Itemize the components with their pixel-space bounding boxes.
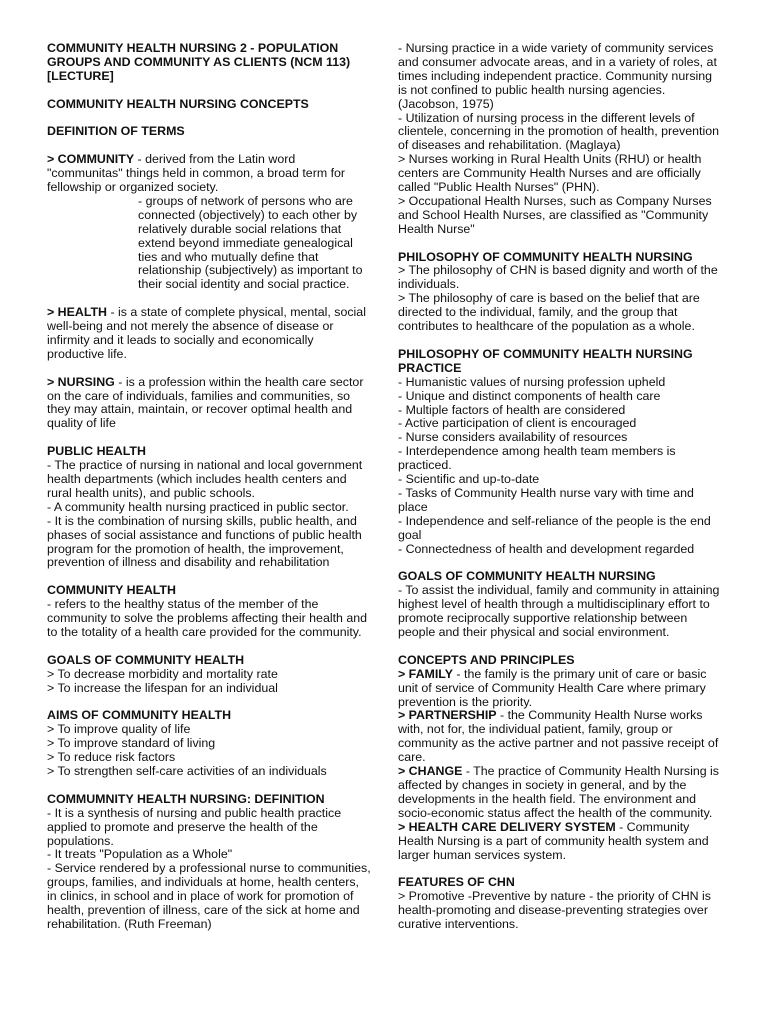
health-text: - is a state of complete physical, mental, social well-being and not merely the absence of disease or infirmity and it leads to socially and economically productive life. — [47, 305, 366, 361]
concept-text: - Community Health Nursing is a part of community health system and larger human services system. — [398, 819, 709, 862]
practice-line: - Scientific and up-to-date — [398, 472, 540, 487]
concept-text: - The practice of Community Health Nursing is affected by changes in society in general, and by the developments in the health field. The environment and socio-economic status affect the health of the community. — [398, 764, 720, 820]
aims-line: > To reduce risk factors — [47, 750, 176, 765]
features-section — [398, 876, 724, 932]
practice-line: - Connectedness of health and development regarded — [398, 541, 695, 556]
definition-heading: DEFINITION OF TERMS — [47, 124, 185, 139]
chn-definition-heading: COMMUMNITY HEALTH NURSING: DEFINITION — [47, 791, 325, 806]
community-text-2: - groups of network of persons who are connected (objectively) to each other by relatively durable social relations that extend beyond immediate genealogical ties and who mutually define that relationship (subjectively) as important to their social identity and social practice. — [138, 193, 363, 292]
philosophy-practice-section — [398, 348, 724, 557]
public-health-section — [47, 445, 372, 570]
public-health-line: - It is the combination of nursing skills, public health, and phases of social assistance and functions of public health program for the promotion of health, the improvement, prevention of illness and disability and rehabilitation — [47, 513, 362, 570]
practice-line: - Independence and self-reliance of the people is the end goal — [398, 513, 711, 542]
intro-line: > Occupational Health Nurses, such as Company Nurses and School Health Nurses, are classified as "Community Health Nurse" — [398, 193, 712, 236]
community-health-heading: COMMUNITY HEALTH — [47, 583, 176, 598]
public-health-heading: PUBLIC HEALTH — [47, 444, 146, 459]
concept-term: > HEALTH CARE DELIVERY SYSTEM — [398, 819, 616, 834]
nursing-term: > NURSING — [47, 374, 115, 389]
community-health-line: - refers to the healthy status of the member of the community to solve the problems affecting their health and to the totality of a health care provided for the community. — [47, 597, 368, 639]
chn-definition-line: - It treats "Population as a Whole" — [47, 847, 233, 862]
chn-definition-line: - It is a synthesis of nursing and public health practice applied to promote and preserve the health of the populations. — [47, 805, 342, 848]
intro-line: - Utilization of nursing process in the different levels of clientele, concerning in the promotion of health, prevention of diseases and rehabilitation. (Maglaya) — [398, 110, 719, 153]
aims-community-health-heading: AIMS OF COMMUNITY HEALTH — [47, 708, 232, 723]
concept-item — [398, 709, 724, 765]
community-text: - derived from the Latin word "communitas" things held in common, a broad term for fellowship or organized society. — [47, 152, 346, 195]
concept-item — [398, 765, 724, 821]
chn-definition-continued — [398, 42, 724, 237]
right-column — [398, 42, 724, 932]
philosophy-chn-section — [398, 251, 724, 334]
practice-line: - Humanistic values of nursing profession upheld — [398, 374, 666, 389]
goals-chn-heading: GOALS OF COMMUNITY HEALTH NURSING — [398, 569, 656, 584]
concept-term: > FAMILY — [398, 666, 453, 681]
aims-line: > To improve standard of living — [47, 736, 216, 751]
chn-definition-line: - Service rendered by a professional nurse to communities, groups, families, and individuals at home, health centers, in clinics, in school and in place of work for promotion of health, prevention of illness, care of the sick at home and rehabilitation. (Ruth Freeman) — [47, 861, 371, 931]
goals-chn-section — [398, 570, 724, 640]
concept-term: > PARTNERSHIP — [398, 708, 497, 723]
goals-community-health-heading: GOALS OF COMMUNITY HEALTH — [47, 652, 245, 667]
concept-item — [398, 668, 724, 710]
goals-line: > To increase the lifespan for an individual — [47, 680, 278, 695]
practice-line: - Unique and distinct components of health care — [398, 388, 661, 403]
aims-community-health-section — [47, 709, 372, 779]
aims-line: > To improve quality of life — [47, 722, 191, 737]
philosophy-practice-heading: PHILOSOPHY OF COMMUNITY HEALTH NURSING PRACTICE — [398, 346, 693, 375]
goals-community-health-section — [47, 654, 372, 696]
goals-line: > To decrease morbidity and mortality rate — [47, 666, 278, 681]
features-heading: FEATURES OF CHN — [398, 875, 515, 890]
public-health-line: - A community health nursing practiced in public sector. — [47, 499, 349, 514]
practice-line: - Multiple factors of health are considered — [398, 402, 626, 417]
aims-line: > To strengthen self-care activities of an individuals — [47, 763, 327, 778]
nursing-definition — [47, 376, 372, 432]
practice-line: - Interdependence among health team members is practiced. — [398, 444, 676, 473]
philosophy-line: > The philosophy of CHN is based dignity and worth of the individuals. — [398, 263, 718, 292]
intro-line: - Nursing practice in a wide variety of community services and consumer advocate areas, and in a variety of roles, at times including independent practice. Community nursing is not confined to public health nursing agencies. (Jacobson, 1975) — [398, 41, 717, 111]
concepts-heading: CONCEPTS AND PRINCIPLES — [398, 652, 575, 667]
health-term: > HEALTH — [47, 305, 108, 320]
concepts-heading: COMMUNITY HEALTH NURSING CONCEPTS — [47, 96, 309, 111]
goals-chn-line: - To assist the individual, family and community in attaining highest level of health through a multidisciplinary effort to promote reciprocally supportive relationship between people and their physical and social environment. — [398, 583, 720, 640]
document-title: COMMUNITY HEALTH NURSING 2 - POPULATION GROUPS AND COMMUNITY AS CLIENTS (NCM 113) [LECTURE] — [47, 41, 351, 83]
community-term: > COMMUNITY — [47, 152, 135, 167]
chn-definition-section — [47, 793, 372, 932]
features-line: > Promotive -Preventive by nature - the priority of CHN is health-promoting and disease-preventing strategies over curative interventions. — [398, 889, 711, 932]
practice-line: - Tasks of Community Health nurse vary with time and place — [398, 485, 694, 514]
concepts-section — [398, 654, 724, 863]
concept-text: - the Community Health Nurse works with, not for, the individual patient, family, group or community as the active partner and not passive receipt of care. — [398, 708, 719, 765]
intro-line: > Nurses working in Rural Health Units (RHU) or health centers are Community Health Nurses and are officially called "Public Health Nurses" (PHN). — [398, 152, 702, 195]
philosophy-line: > The philosophy of care is based on the belief that are directed to the individual, family, and the group that contributes to healthcare of the population as a whole. — [398, 291, 700, 334]
concept-item — [398, 821, 724, 863]
community-health-section — [47, 584, 372, 640]
practice-line: - Active participation of client is encouraged — [398, 416, 637, 431]
practice-line: - Nurse considers availability of resources — [398, 430, 628, 445]
community-definition — [47, 153, 372, 292]
public-health-line: - The practice of nursing in national and local government health departments (which includes health centers and rural health units), and public schools. — [47, 458, 363, 500]
nursing-text: - is a profession within the health care sector on the care of individuals, families and communities, so they may attain, maintain, or recover optimal health and quality of life — [47, 374, 364, 431]
concept-term: > CHANGE — [398, 764, 463, 779]
health-definition — [47, 306, 372, 362]
concept-text: - the family is the primary unit of care or basic unit of service of Community Health Care where primary prevention is the priority. — [398, 666, 707, 709]
philosophy-chn-heading: PHILOSOPHY OF COMMUNITY HEALTH NURSING — [398, 249, 693, 264]
left-column — [47, 42, 372, 932]
